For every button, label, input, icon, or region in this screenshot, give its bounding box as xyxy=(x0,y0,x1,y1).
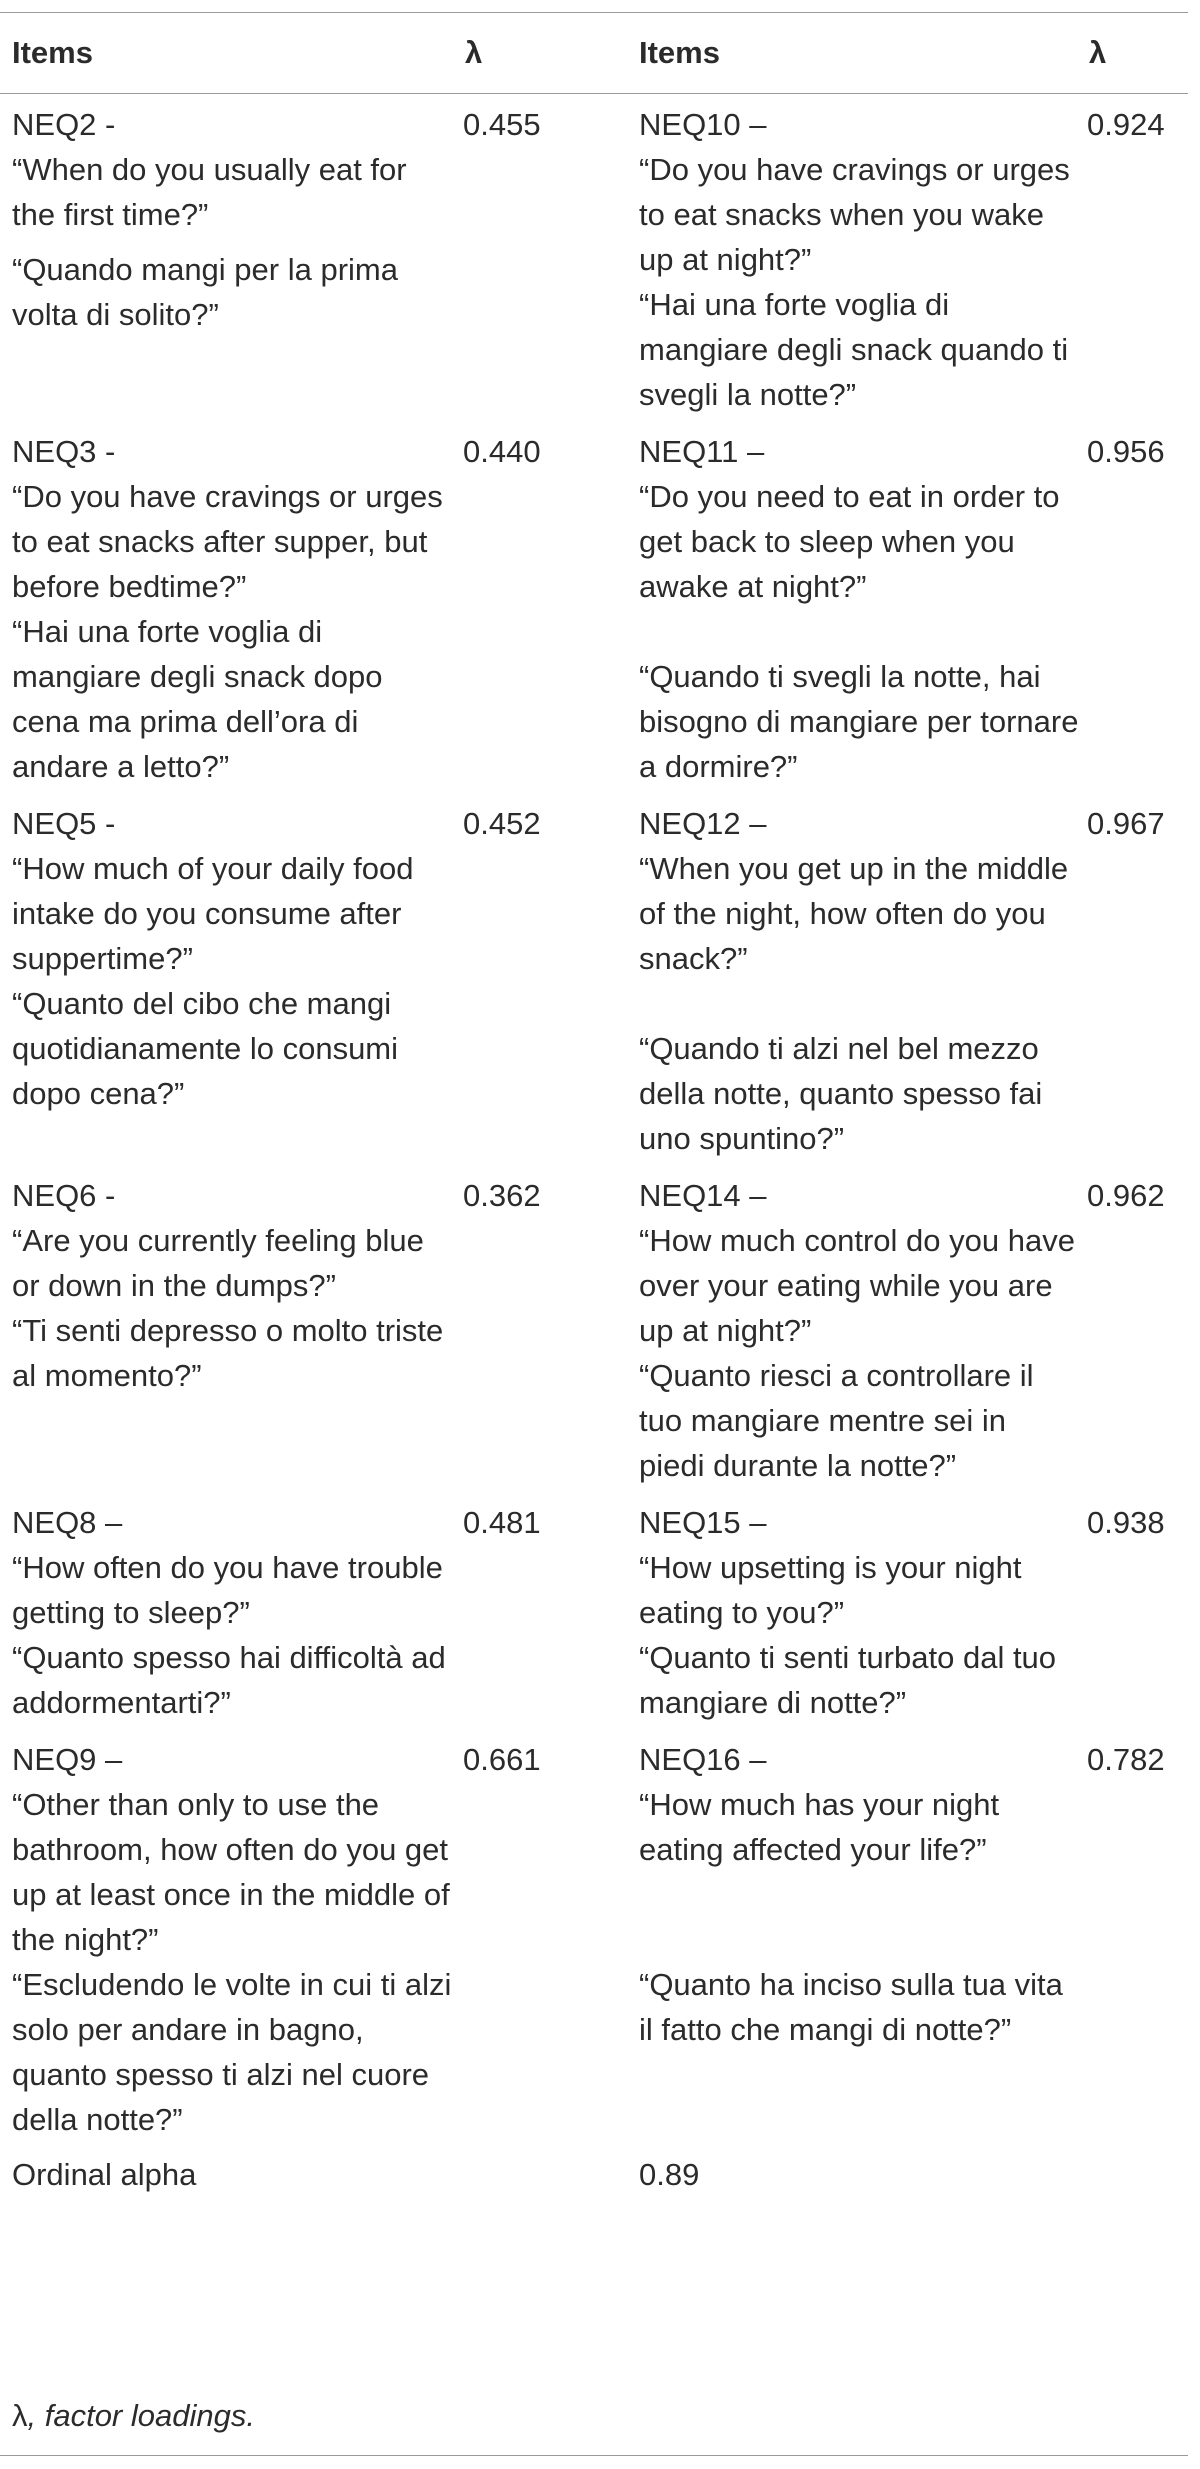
loading-value-left: 0.661 xyxy=(463,1742,541,1777)
item-cell-left xyxy=(0,1729,455,2146)
item-text-italian: “Hai una forte voglia di mangiare degli snack dopo cena ma prima dell’ora di andare a letto?” xyxy=(12,614,383,784)
loading-value-right: 0.967 xyxy=(1087,806,1165,841)
item-cell-right xyxy=(627,1165,1079,1492)
item-text-english: “How often do you have trouble getting to sleep?” xyxy=(12,1550,443,1630)
item-text-italian: “Quanto del cibo che mangi quotidianamente lo consumi dopo cena?” xyxy=(12,986,399,1111)
item-text-italian: “Quando mangi per la prima volta di solito?” xyxy=(12,252,398,332)
loading-value-right: 0.962 xyxy=(1087,1178,1165,1213)
item-code: NEQ9 – xyxy=(12,1742,123,1777)
table-header-row xyxy=(0,13,1188,94)
item-code: NEQ12 – xyxy=(639,806,767,841)
item-cell-left xyxy=(0,94,455,422)
item-text-italian: “Ti senti depresso o molto triste al momento?” xyxy=(12,1313,444,1393)
table-footnote xyxy=(12,2393,255,2438)
item-text-english: “How much has your night eating affected your life?” xyxy=(639,1787,1000,1867)
item-text-italian: “Quanto ti senti turbato dal tuo mangiare di notte?” xyxy=(639,1640,1057,1720)
ordinal-alpha-row xyxy=(0,2146,1188,2199)
item-code: NEQ15 – xyxy=(639,1505,767,1540)
loading-value-right: 0.938 xyxy=(1087,1505,1165,1540)
header-items-left: Items xyxy=(0,13,455,94)
loading-value-right: 0.924 xyxy=(1087,107,1165,142)
item-text-italian: “Quanto spesso hai difficoltà ad addormentarti?” xyxy=(12,1640,446,1720)
item-text-english: “Do you have cravings or urges to eat snacks when you wake up at night?” xyxy=(639,152,1070,277)
item-text-english: “How much control do you have over your eating while you are up at night?” xyxy=(639,1223,1075,1348)
loading-value-left: 0.481 xyxy=(463,1505,541,1540)
loading-value-left: 0.452 xyxy=(463,806,541,841)
item-code: NEQ6 - xyxy=(12,1178,116,1213)
item-cell-left xyxy=(0,1492,455,1729)
bottom-rule xyxy=(0,2455,1188,2456)
ordinal-alpha-value: 0.89 xyxy=(639,2157,700,2192)
item-text-italian: “Quando ti alzi nel bel mezzo della notte, quanto spesso fai uno spuntino?” xyxy=(639,1031,1043,1156)
header-lambda-left: λ xyxy=(455,13,627,94)
table-row xyxy=(0,421,1188,793)
item-cell-left xyxy=(0,793,455,1165)
item-cell-right xyxy=(627,94,1079,422)
item-cell-right xyxy=(627,1729,1079,2146)
ordinal-alpha-label: Ordinal alpha xyxy=(12,2157,197,2192)
item-text-italian: “Escludendo le volte in cui ti alzi solo per andare in bagno, quanto spesso ti alzi nel cuore della notte?” xyxy=(12,1967,452,2137)
item-text-italian: “Quando ti svegli la notte, hai bisogno di mangiare per tornare a dormire?” xyxy=(639,659,1079,784)
item-code: NEQ8 – xyxy=(12,1505,123,1540)
item-code: NEQ11 – xyxy=(639,434,765,469)
item-code: NEQ10 – xyxy=(639,107,767,142)
item-cell-right xyxy=(627,793,1079,1165)
item-code: NEQ2 - xyxy=(12,107,116,142)
item-cell-right xyxy=(627,1492,1079,1729)
item-cell-left xyxy=(0,1165,455,1492)
item-code: NEQ16 – xyxy=(639,1742,767,1777)
item-text-italian: “Quanto riesci a controllare il tuo mangiare mentre sei in piedi durante la notte?” xyxy=(639,1358,1034,1483)
item-text-english: “How upsetting is your night eating to you?” xyxy=(639,1550,1022,1630)
loading-value-left: 0.362 xyxy=(463,1178,541,1213)
loading-value-left: 0.440 xyxy=(463,434,541,469)
factor-loadings-table xyxy=(0,12,1188,2199)
table-row xyxy=(0,1729,1188,2146)
item-text-english: “Are you currently feeling blue or down in the dumps?” xyxy=(12,1223,424,1303)
footnote-symbol: λ xyxy=(12,2398,28,2433)
item-code: NEQ3 - xyxy=(12,434,116,469)
table-row xyxy=(0,1492,1188,1729)
footnote-text: , factor loadings. xyxy=(27,2398,255,2433)
item-code: NEQ14 – xyxy=(639,1178,767,1213)
table-row xyxy=(0,94,1188,422)
table-row xyxy=(0,793,1188,1165)
header-lambda-right: λ xyxy=(1079,13,1188,94)
item-text-english: “When you get up in the middle of the night, how often do you snack?” xyxy=(639,851,1069,976)
item-text-english: “Do you have cravings or urges to eat snacks after supper, but before bedtime?” xyxy=(12,479,443,604)
item-text-italian: “Hai una forte voglia di mangiare degli snack quando ti svegli la notte?” xyxy=(639,287,1069,412)
loading-value-right: 0.956 xyxy=(1087,434,1165,469)
header-items-right: Items xyxy=(627,13,1079,94)
item-cell-left xyxy=(0,421,455,793)
item-text-english: “Other than only to use the bathroom, how often do you get up at least once in the middle of the night?” xyxy=(12,1787,450,1957)
loading-value-right: 0.782 xyxy=(1087,1742,1165,1777)
loading-value-left: 0.455 xyxy=(463,107,541,142)
table-row xyxy=(0,1165,1188,1492)
item-cell-right xyxy=(627,421,1079,793)
item-text-english: “When do you usually eat for the first time?” xyxy=(12,152,407,232)
item-text-italian: “Quanto ha inciso sulla tua vita il fatto che mangi di notte?” xyxy=(639,1967,1063,2047)
item-code: NEQ5 - xyxy=(12,806,116,841)
item-text-english: “How much of your daily food intake do you consume after suppertime?” xyxy=(12,851,414,976)
item-text-english: “Do you need to eat in order to get back to sleep when you awake at night?” xyxy=(639,479,1060,604)
